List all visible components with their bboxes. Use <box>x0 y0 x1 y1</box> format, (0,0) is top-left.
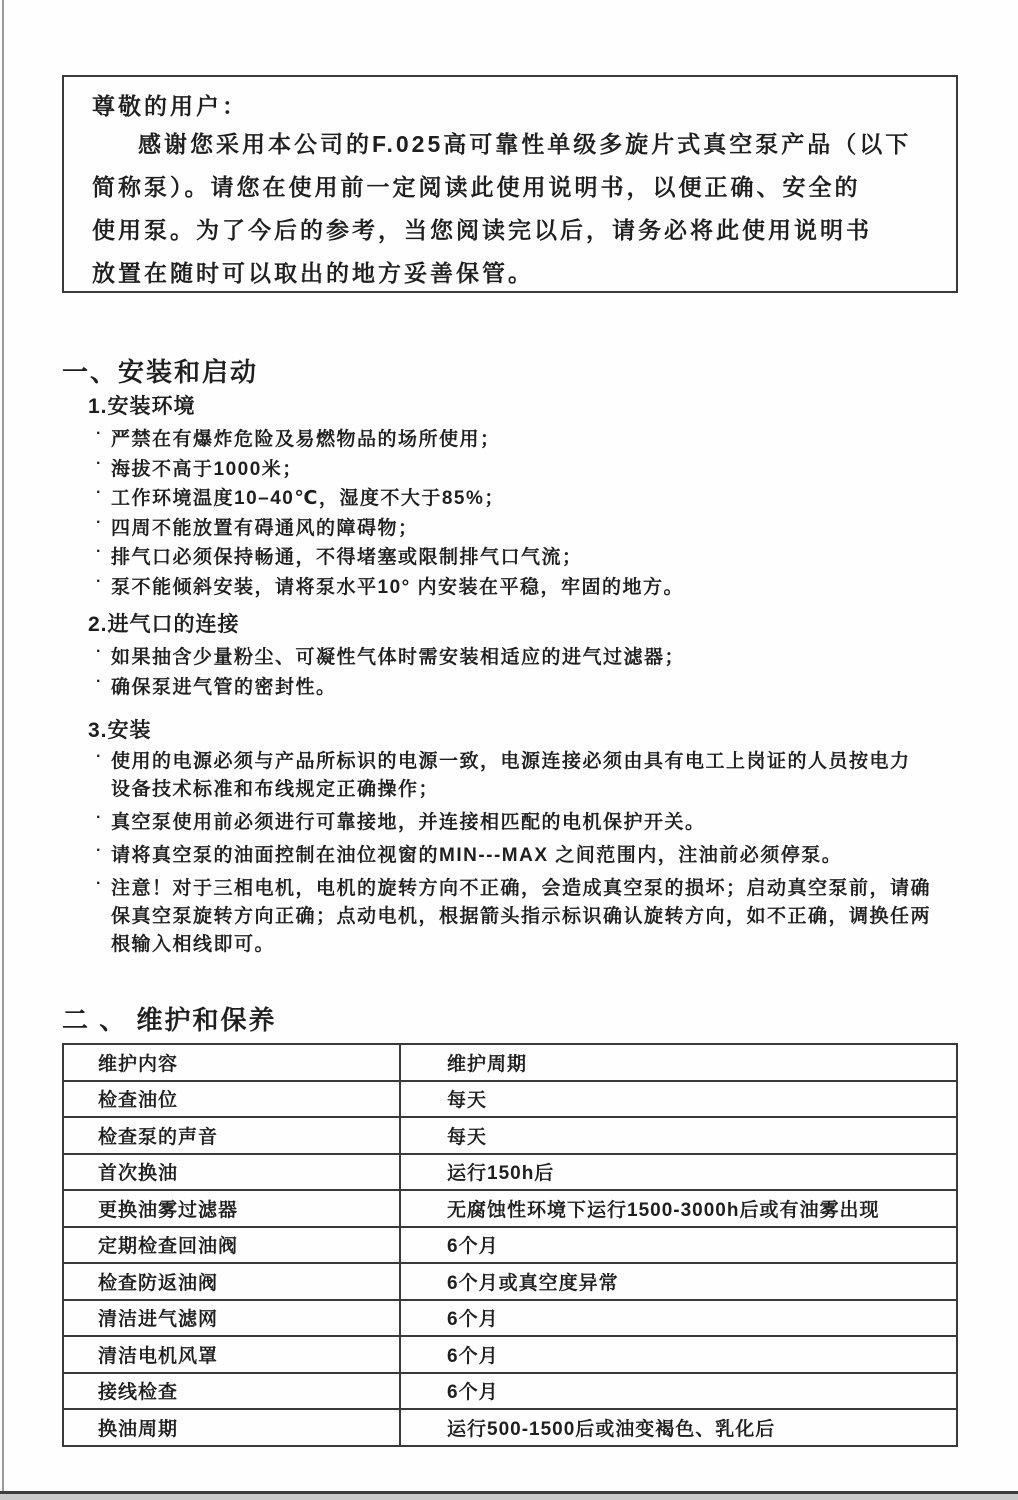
table-row <box>63 1300 957 1337</box>
bullet-item <box>62 809 972 837</box>
table-cell: 6个月 <box>400 1227 957 1264</box>
bullet-line: · 注意！对于三相电机，电机的旋转方向不正确，会造成真空泵的损坏；启动真空泵前，请确 <box>111 878 932 899</box>
bullet-line: · 严禁在有爆炸危险及易燃物品的场所使用； <box>111 429 501 450</box>
table-header-row <box>63 1044 957 1081</box>
subsection2-bullet-list <box>62 643 972 702</box>
table-cell: 接线检查 <box>63 1373 400 1410</box>
section1-title: 一、安装和启动 <box>62 357 259 387</box>
maintenance-table <box>62 1043 958 1447</box>
table-cell: 无腐蚀性环境下运行1500-3000h后或有油雾出现 <box>400 1190 957 1227</box>
bullet-item <box>62 673 972 703</box>
table-row <box>63 1117 957 1154</box>
table-cell: 运行150h后 <box>400 1154 957 1191</box>
section2-title: 二 、 维护和保养 <box>62 1005 277 1035</box>
bullet-line: · 如果抽含少量粉尘、可凝性气体时需安装相适应的进气过滤器； <box>111 647 686 668</box>
bullet-item <box>62 842 972 870</box>
table-cell: 清洁电机风罩 <box>63 1336 400 1373</box>
intro-line: 简称泵）。请您在使用前一定阅读此使用说明书，以便正确、安全的 <box>92 174 861 200</box>
table-cell: 检查油位 <box>63 1081 400 1118</box>
subsection1-bullet-list <box>62 425 972 602</box>
table-cell: 定期检查回油阀 <box>63 1227 400 1264</box>
bullet-item <box>62 425 972 455</box>
bullet-line: 设备技术标准和布线规定正确操作； <box>111 779 440 800</box>
bullet-line: · 排气口必须保持畅通，不得堵塞或限制排气口气流； <box>111 547 583 568</box>
table-cell: 6个月 <box>400 1300 957 1337</box>
intro-line: 使用泵。为了今后的参考，当您阅读完以后，请务必将此使用说明书 <box>92 217 872 243</box>
table-cell: 清洁进气滤网 <box>63 1300 400 1337</box>
intro-line: 放置在随时可以取出的地方妥善保管。 <box>92 260 534 286</box>
bullet-line: · 确保泵进气管的密封性。 <box>111 676 337 698</box>
table-row <box>63 1227 957 1264</box>
table-cell: 6个月 <box>400 1336 957 1373</box>
subsection3-title: 3.安装 <box>88 719 152 742</box>
table-cell: 运行500-1500后或油变褐色、乳化后 <box>400 1409 957 1446</box>
bullet-line: · 使用的电源必须与产品所标识的电源一致，电源连接必须由具有电工上岗证的人员按电力 <box>111 751 911 772</box>
table-cell: 更换油雾过滤器 <box>63 1190 400 1227</box>
intro-paragraph <box>92 123 930 295</box>
subsection1-title: 1.安装环境 <box>88 395 196 418</box>
bullet-item <box>62 748 972 804</box>
bullet-line: 保真空泵旋转方向正确；点动电机，根据箭头指示标识确认旋转方向，如不正确，调换任两 <box>111 906 932 927</box>
intro-notice-box <box>62 75 958 293</box>
table-cell: 检查泵的声音 <box>63 1117 400 1154</box>
table-row <box>63 1154 957 1191</box>
subsection2-title: 2.进气口的连接 <box>88 613 240 636</box>
table-header-cell: 维护周期 <box>400 1044 957 1081</box>
bullet-line: · 请将真空泵的油面控制在油位视窗的MIN---MAX 之间范围内，注油前必须停泵。 <box>111 845 843 866</box>
table-cell: 6个月或真空度异常 <box>400 1263 957 1300</box>
bullet-item <box>62 455 972 485</box>
bullet-item <box>62 643 972 673</box>
bullet-item <box>62 543 972 573</box>
table-row <box>63 1081 957 1118</box>
bullet-line: · 真空泵使用前必须进行可靠接地，并连接相匹配的电机保护开关。 <box>111 812 706 833</box>
bullet-item <box>62 573 972 603</box>
table-cell: 检查防返油阀 <box>63 1263 400 1300</box>
bullet-line: · 工作环境温度10–40℃，湿度不大于85%； <box>111 488 505 509</box>
bullet-line: · 海拔不高于1000米； <box>111 458 303 480</box>
intro-greeting: 尊敬的用户： <box>92 93 248 119</box>
bullet-item <box>62 514 972 544</box>
table-cell: 每天 <box>400 1081 957 1118</box>
table-header-cell: 维护内容 <box>63 1044 400 1081</box>
intro-line: 感谢您采用本公司的F.025高可靠性单级多旋片式真空泵产品（以下 <box>138 131 912 157</box>
table-row <box>63 1409 957 1446</box>
table-cell: 换油周期 <box>63 1409 400 1446</box>
table-cell: 每天 <box>400 1117 957 1154</box>
page-left-edge-line <box>2 0 4 1491</box>
table-row <box>63 1336 957 1373</box>
table-row <box>63 1263 957 1300</box>
subsection3-bullet-list <box>62 748 972 964</box>
page-bottom-edge-line <box>0 1491 1018 1500</box>
bullet-item <box>62 484 972 514</box>
table-cell: 6个月 <box>400 1373 957 1410</box>
bullet-line: · 泵不能倾斜安装，请将泵水平10° 内安装在平稳，牢固的地方。 <box>111 576 685 598</box>
bullet-line: · 四周不能放置有碍通风的障碍物； <box>111 517 419 539</box>
bullet-line: 根输入相线即可。 <box>111 934 276 955</box>
bullet-item <box>62 875 972 959</box>
table-row <box>63 1373 957 1410</box>
table-row <box>63 1190 957 1227</box>
table-cell: 首次换油 <box>63 1154 400 1191</box>
